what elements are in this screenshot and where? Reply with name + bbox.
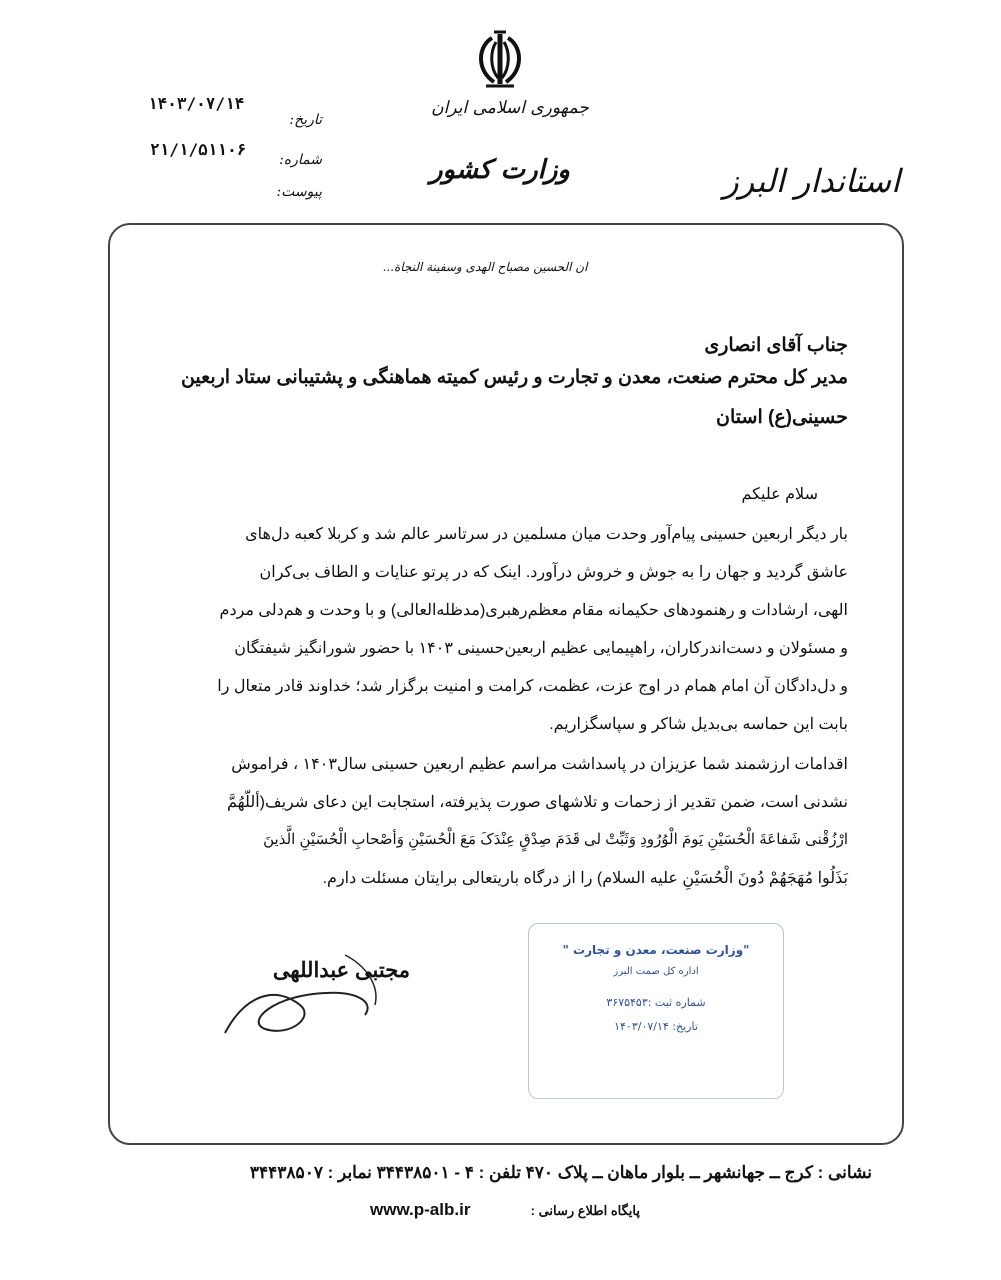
body-line: نشدنی است، ضمن تقدیر از زحمات و تلاشهای صورت پذیرفته، استجابت این دعای شریف(أللّهُمَّ <box>227 794 848 811</box>
ministry-title: وزارت کشور <box>430 155 570 185</box>
letter-number-value: ۲۱/۱/۵۱۱۰۶ <box>150 140 247 159</box>
body-line: و دل‌دادگان آن امام همام در اوج عزت، عظمت، کرامت و امنیت برگزار شد؛ خداوند قادر متعال را <box>217 678 848 695</box>
republic-title: جمهوری اسلامی ایران <box>431 98 589 118</box>
attachment-label: پیوست: <box>276 184 322 200</box>
recipient-name: جناب آقای انصاری <box>704 335 848 356</box>
footer-website-label: پایگاه اطلاع رسانی : <box>530 1203 640 1218</box>
letter-date-value: ۱۴۰۳/۰۷/۱۴ <box>148 94 245 113</box>
stamp-organization: "وزارت صنعت، معدن و تجارت " <box>562 943 750 957</box>
stamp-department: اداره کل صمت البرز <box>613 966 699 977</box>
number-label: شماره: <box>279 152 322 168</box>
recipient-title-continued: حسینی(ع) استان <box>716 407 848 428</box>
footer-website-link[interactable]: www.p-alb.ir <box>370 1200 471 1219</box>
greeting: سلام علیکم <box>741 486 818 503</box>
body-line: بابت این حماسه بی‌بدیل شاکر و سپاسگزاریم. <box>549 716 848 733</box>
recipient-title: مدیر کل محترم صنعت، معدن و تجارت و رئیس کمیته هماهنگی و پشتیبانی ستاد اربعین <box>180 367 848 388</box>
body-line: ارْزُقْنی شَفاعَةَ الْحُسَیْنِ یَومَ الْوُرُودِ وَثَبِّتْ لی قَدَمَ صِدْقٍ عِنْدَکَ مَعَ الْحُسَیْنِ وَأصْحابِ الْحُسَیْنِ الَّذینَ <box>263 831 848 848</box>
body-line: الهی، ارشادات و رهنمودهای حکیمانه مقام معظم‌رهبری(مدظله‌العالی) و با وحدت و هم‌دلی مردم <box>219 602 848 619</box>
stamp-date: تاریخ: ۱۴۰۳/۰۷/۱۴ <box>614 1020 698 1033</box>
date-label: تاریخ: <box>289 112 322 128</box>
body-line: بار دیگر اربعین حسینی پیام‌آور وحدت میان مسلمین در سرتاسر عالم شد و کربلا کعبه دل‌های <box>245 526 848 543</box>
body-line: عاشق گردید و جهان را به جوش و خروش درآورد. اینک که در پرتو عنایات و الطاف بی‌کران <box>259 564 848 581</box>
governor-title: استاندار البرز <box>723 162 900 200</box>
body-line: اقدامات ارزشمند شما عزیزان در پاسداشت مراسم عظیم اربعین حسینی سال۱۴۰۳ ، فراموش <box>231 756 848 773</box>
signer-name: مجتبی عبداللهی <box>272 959 410 982</box>
footer-address: نشانی : کرج ــ جهانشهر ــ بلوار ماهان ــ پلاک ۴۷۰ تلفن : ۴ - ۳۴۴۳۸۵۰۱ نمابر : ۳۴۴۳۸۵۰۷ <box>249 1163 872 1182</box>
letter-motto: ان الحسین مصباح الهدی وسفینة النجاة... <box>382 260 588 274</box>
handwritten-signature <box>205 925 435 1055</box>
body-line: بَذَلُوا مُهَجَهُمْ دُونَ الْحُسَیْنِ علیه السلام) را از درگاه باریتعالی برایتان مسئلت دارم. <box>322 870 848 887</box>
body-line: و مسئولان و دست‌اندرکاران، راهپیمایی عظیم اربعین‌حسینی ۱۴۰۳ با حضور شورانگیز شیفتگان <box>234 640 848 657</box>
stamp-registration-number: شماره ثبت :۳۶۷۵۴۵۳ <box>606 996 706 1009</box>
iran-emblem-icon <box>470 28 530 92</box>
